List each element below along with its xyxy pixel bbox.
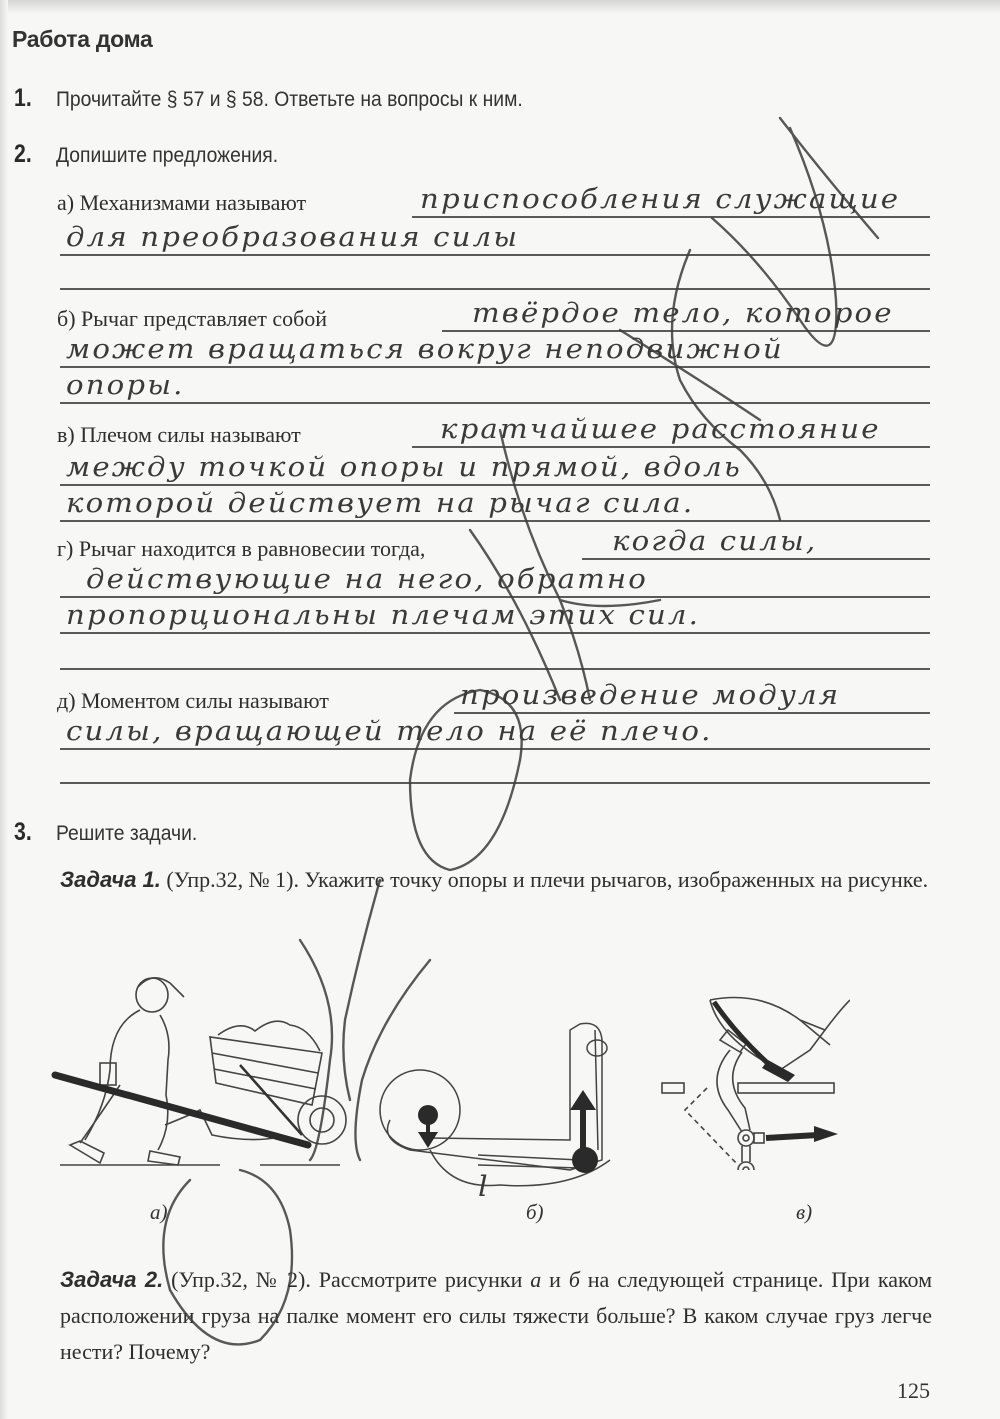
- task-number: 3.: [14, 818, 32, 846]
- answer-line: [60, 748, 930, 750]
- answer-line: [60, 484, 930, 486]
- answer-e-line-1[interactable]: произведение модуля: [460, 680, 841, 711]
- figure-a-wheelbarrow: [40, 965, 360, 1175]
- sentence-c-label: в) Плечом силы называют: [57, 422, 301, 447]
- task-number: 1.: [14, 84, 32, 112]
- answer-line: [60, 668, 930, 670]
- task-text: Прочитайте § 57 и § 58. Ответьте на вопросы к ним.: [56, 88, 523, 111]
- answer-c-line-1[interactable]: кратчайшее расстояние: [440, 414, 881, 445]
- figure-b-handwritten-mark: l: [478, 1170, 490, 1203]
- figure-ref-a: а: [530, 1267, 542, 1292]
- answer-line: [60, 782, 930, 784]
- problem-1-ref: (Упр.32, № 1).: [166, 867, 299, 892]
- task-2: [14, 140, 297, 169]
- figure-c-pedal: [650, 980, 850, 1170]
- sentence-d-label: г) Рычаг находится в равновесии тогда,: [57, 536, 426, 561]
- answer-line: [60, 288, 930, 290]
- answer-b-line-3[interactable]: опоры.: [66, 370, 185, 401]
- answer-a-line-2[interactable]: для преобразования силы: [66, 222, 520, 253]
- problem-2-ref: (Упр.32, № 2).: [171, 1267, 311, 1292]
- task-number: 2.: [14, 140, 32, 168]
- problem-2-text-1: Рассмотрите рисунки: [318, 1267, 523, 1292]
- figure-b-forearm: [370, 1010, 630, 1200]
- figure-c-label: в): [796, 1200, 813, 1224]
- problem-2-text-2: на следующей странице. При каком расположении груза на палке момент его силы тяжести больше? В каком случае груз легче нести? Почему?: [60, 1267, 933, 1364]
- page-number: 125: [897, 1378, 930, 1403]
- figure-ref-b: б: [568, 1267, 580, 1292]
- problem-2: [60, 1262, 932, 1370]
- answer-line: [60, 520, 930, 522]
- figure-b-label: б): [526, 1200, 544, 1224]
- answer-line: [412, 446, 930, 448]
- sentence-b-label: б) Рычаг представляет собой: [57, 306, 328, 331]
- answer-line: [412, 216, 930, 218]
- sentence-e-label: д) Моментом силы называют: [57, 688, 329, 713]
- task-text: Решите задачи.: [56, 822, 198, 845]
- answer-line: [60, 596, 930, 598]
- answer-c-line-2[interactable]: между точкой опоры и прямой, вдоль: [66, 452, 742, 483]
- section-title: Работа дома: [12, 26, 153, 52]
- problem-1-text: Укажите точку опоры и плечи рычагов, изображенных на рисунке.: [304, 867, 929, 892]
- conjunction: и: [549, 1267, 561, 1292]
- answer-e-line-2[interactable]: силы, вращающей тело на её плечо.: [66, 716, 713, 747]
- answer-line: [60, 254, 930, 256]
- task-text: Допишите предложения.: [56, 144, 279, 167]
- answer-d-line-2[interactable]: действующие на него, обратно: [86, 564, 649, 595]
- problem-1-title: Задача 1.: [60, 867, 161, 892]
- answer-a-line-1[interactable]: приспособления служащие: [420, 184, 901, 215]
- answer-c-line-3[interactable]: которой действует на рычаг сила.: [66, 488, 695, 519]
- answer-line: [582, 558, 930, 560]
- scan-edge-top: [0, 0, 1000, 14]
- task-3: [14, 818, 210, 847]
- figure-a-label: а): [150, 1200, 168, 1224]
- answer-line: [442, 330, 930, 332]
- answer-d-line-1[interactable]: когда силы,: [612, 526, 818, 557]
- answer-b-line-1[interactable]: твёрдое тело, которое: [472, 298, 894, 329]
- answer-line: [454, 712, 930, 714]
- answer-line: [60, 402, 930, 404]
- answer-line: [60, 632, 930, 634]
- scan-edge-left: [0, 0, 8, 1419]
- answer-b-line-2[interactable]: может вращаться вокруг неподвижной: [66, 334, 784, 365]
- task-1: [14, 84, 563, 113]
- problem-1: [60, 862, 932, 898]
- answer-d-line-3[interactable]: пропорциональны плечам этих сил.: [66, 600, 701, 631]
- sentence-a-label: а) Механизмами называют: [57, 190, 307, 215]
- problem-2-title: Задача 2.: [60, 1267, 164, 1292]
- answer-line: [60, 366, 930, 368]
